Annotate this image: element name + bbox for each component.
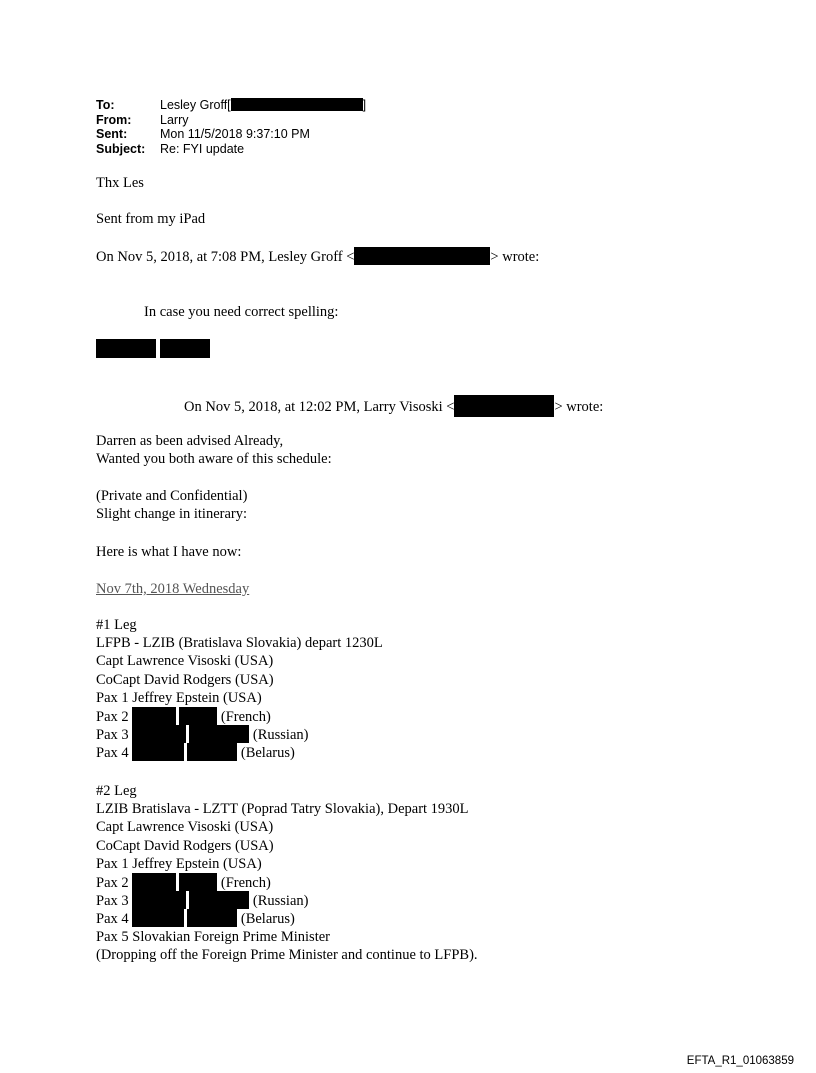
redaction-box [189, 891, 249, 909]
leg-2-pax-3: Pax 3 (Russian) [96, 893, 309, 910]
leg-1 [96, 616, 383, 762]
redaction-box [179, 873, 217, 891]
to-row [96, 98, 366, 113]
paragraph-2-line-2: Slight change in itinerary: [96, 506, 248, 523]
redaction-box [132, 891, 186, 909]
leg-2 [96, 782, 478, 964]
leg-1-title: #1 Leg [96, 617, 137, 633]
leg-2-title: #2 Leg [96, 783, 137, 799]
leg-1-pax-4: Pax 4 (Belarus) [96, 745, 295, 762]
leg-2-route: LZIB Bratislava - LZTT (Poprad Tatry Slovakia), Depart 1930L [96, 801, 469, 818]
spelling-note: In case you need correct spelling: [144, 304, 339, 320]
leg-1-route: LFPB - LZIB (Bratislava Slovakia) depart 1230L [96, 635, 383, 652]
to-value: Lesley Groff[ ] [160, 98, 367, 112]
paragraph-1-line-1: Darren as been advised Already, [96, 433, 284, 449]
redaction-box [189, 725, 249, 743]
leg-1-pax-1: Pax 1 Jeffrey Epstein (USA) [96, 689, 262, 706]
reply-text: Thx Les [96, 175, 144, 191]
date-heading: Nov 7th, 2018 Wednesday [96, 581, 250, 597]
leg-2-pax-1: Pax 1 Jeffrey Epstein (USA) [96, 855, 262, 872]
leg-2-cocapt: CoCapt David Rodgers (USA) [96, 837, 274, 854]
leg-1-pax-2: Pax 2 (French) [96, 708, 271, 725]
redaction-box [132, 707, 176, 725]
sent-label: Sent: [96, 127, 128, 141]
email-header [96, 98, 366, 156]
from-value: Larry [160, 112, 189, 127]
paragraph-1 [96, 432, 332, 468]
redaction-box [132, 725, 186, 743]
leg-1-cocapt: CoCapt David Rodgers (USA) [96, 671, 274, 688]
quote-header-2: On Nov 5, 2018, at 12:02 PM, Larry Visoski < > wrote: [184, 395, 603, 417]
leg-2-pax-5: Pax 5 Slovakian Foreign Prime Minister [96, 928, 330, 945]
leg-2-note: (Dropping off the Foreign Prime Minister and continue to LFPB). [96, 946, 478, 963]
leg-2-capt: Capt Lawrence Visoski (USA) [96, 819, 274, 836]
redaction-box [231, 98, 363, 111]
paragraph-3: Here is what I have now: [96, 544, 242, 560]
leg-2-pax-2: Pax 2 (French) [96, 874, 271, 891]
redaction-box [132, 743, 184, 761]
redaction-box [354, 247, 490, 265]
redaction-box [179, 707, 217, 725]
redaction-box [96, 339, 156, 358]
signature-text: Sent from my iPad [96, 211, 206, 227]
redaction-box [160, 339, 210, 358]
from-row [96, 113, 366, 128]
subject-label: Subject: [96, 141, 146, 156]
leg-1-capt: Capt Lawrence Visoski (USA) [96, 653, 274, 670]
redaction-box [132, 873, 176, 891]
redaction-box [187, 743, 237, 761]
subject-value: Re: FYI update [160, 141, 245, 156]
sent-value: Mon 11/5/2018 9:37:10 PM [160, 127, 310, 141]
document-id: EFTA_R1_01063859 [686, 1055, 794, 1067]
leg-1-pax-3: Pax 3 (Russian) [96, 727, 309, 744]
paragraph-2 [96, 487, 247, 523]
redaction-box [132, 909, 184, 927]
paragraph-1-line-2: Wanted you both aware of this schedule: [96, 451, 332, 468]
sent-row [96, 127, 366, 142]
redaction-box [187, 909, 237, 927]
from-label: From: [96, 112, 132, 127]
redaction-box [454, 395, 554, 417]
redacted-name-block [96, 339, 210, 359]
to-label: To: [96, 98, 115, 112]
paragraph-2-line-1: (Private and Confidential) [96, 488, 248, 504]
quote-header-1: On Nov 5, 2018, at 7:08 PM, Lesley Groff < > wrote: [96, 249, 540, 265]
leg-2-pax-4: Pax 4 (Belarus) [96, 911, 295, 928]
subject-row [96, 142, 366, 157]
